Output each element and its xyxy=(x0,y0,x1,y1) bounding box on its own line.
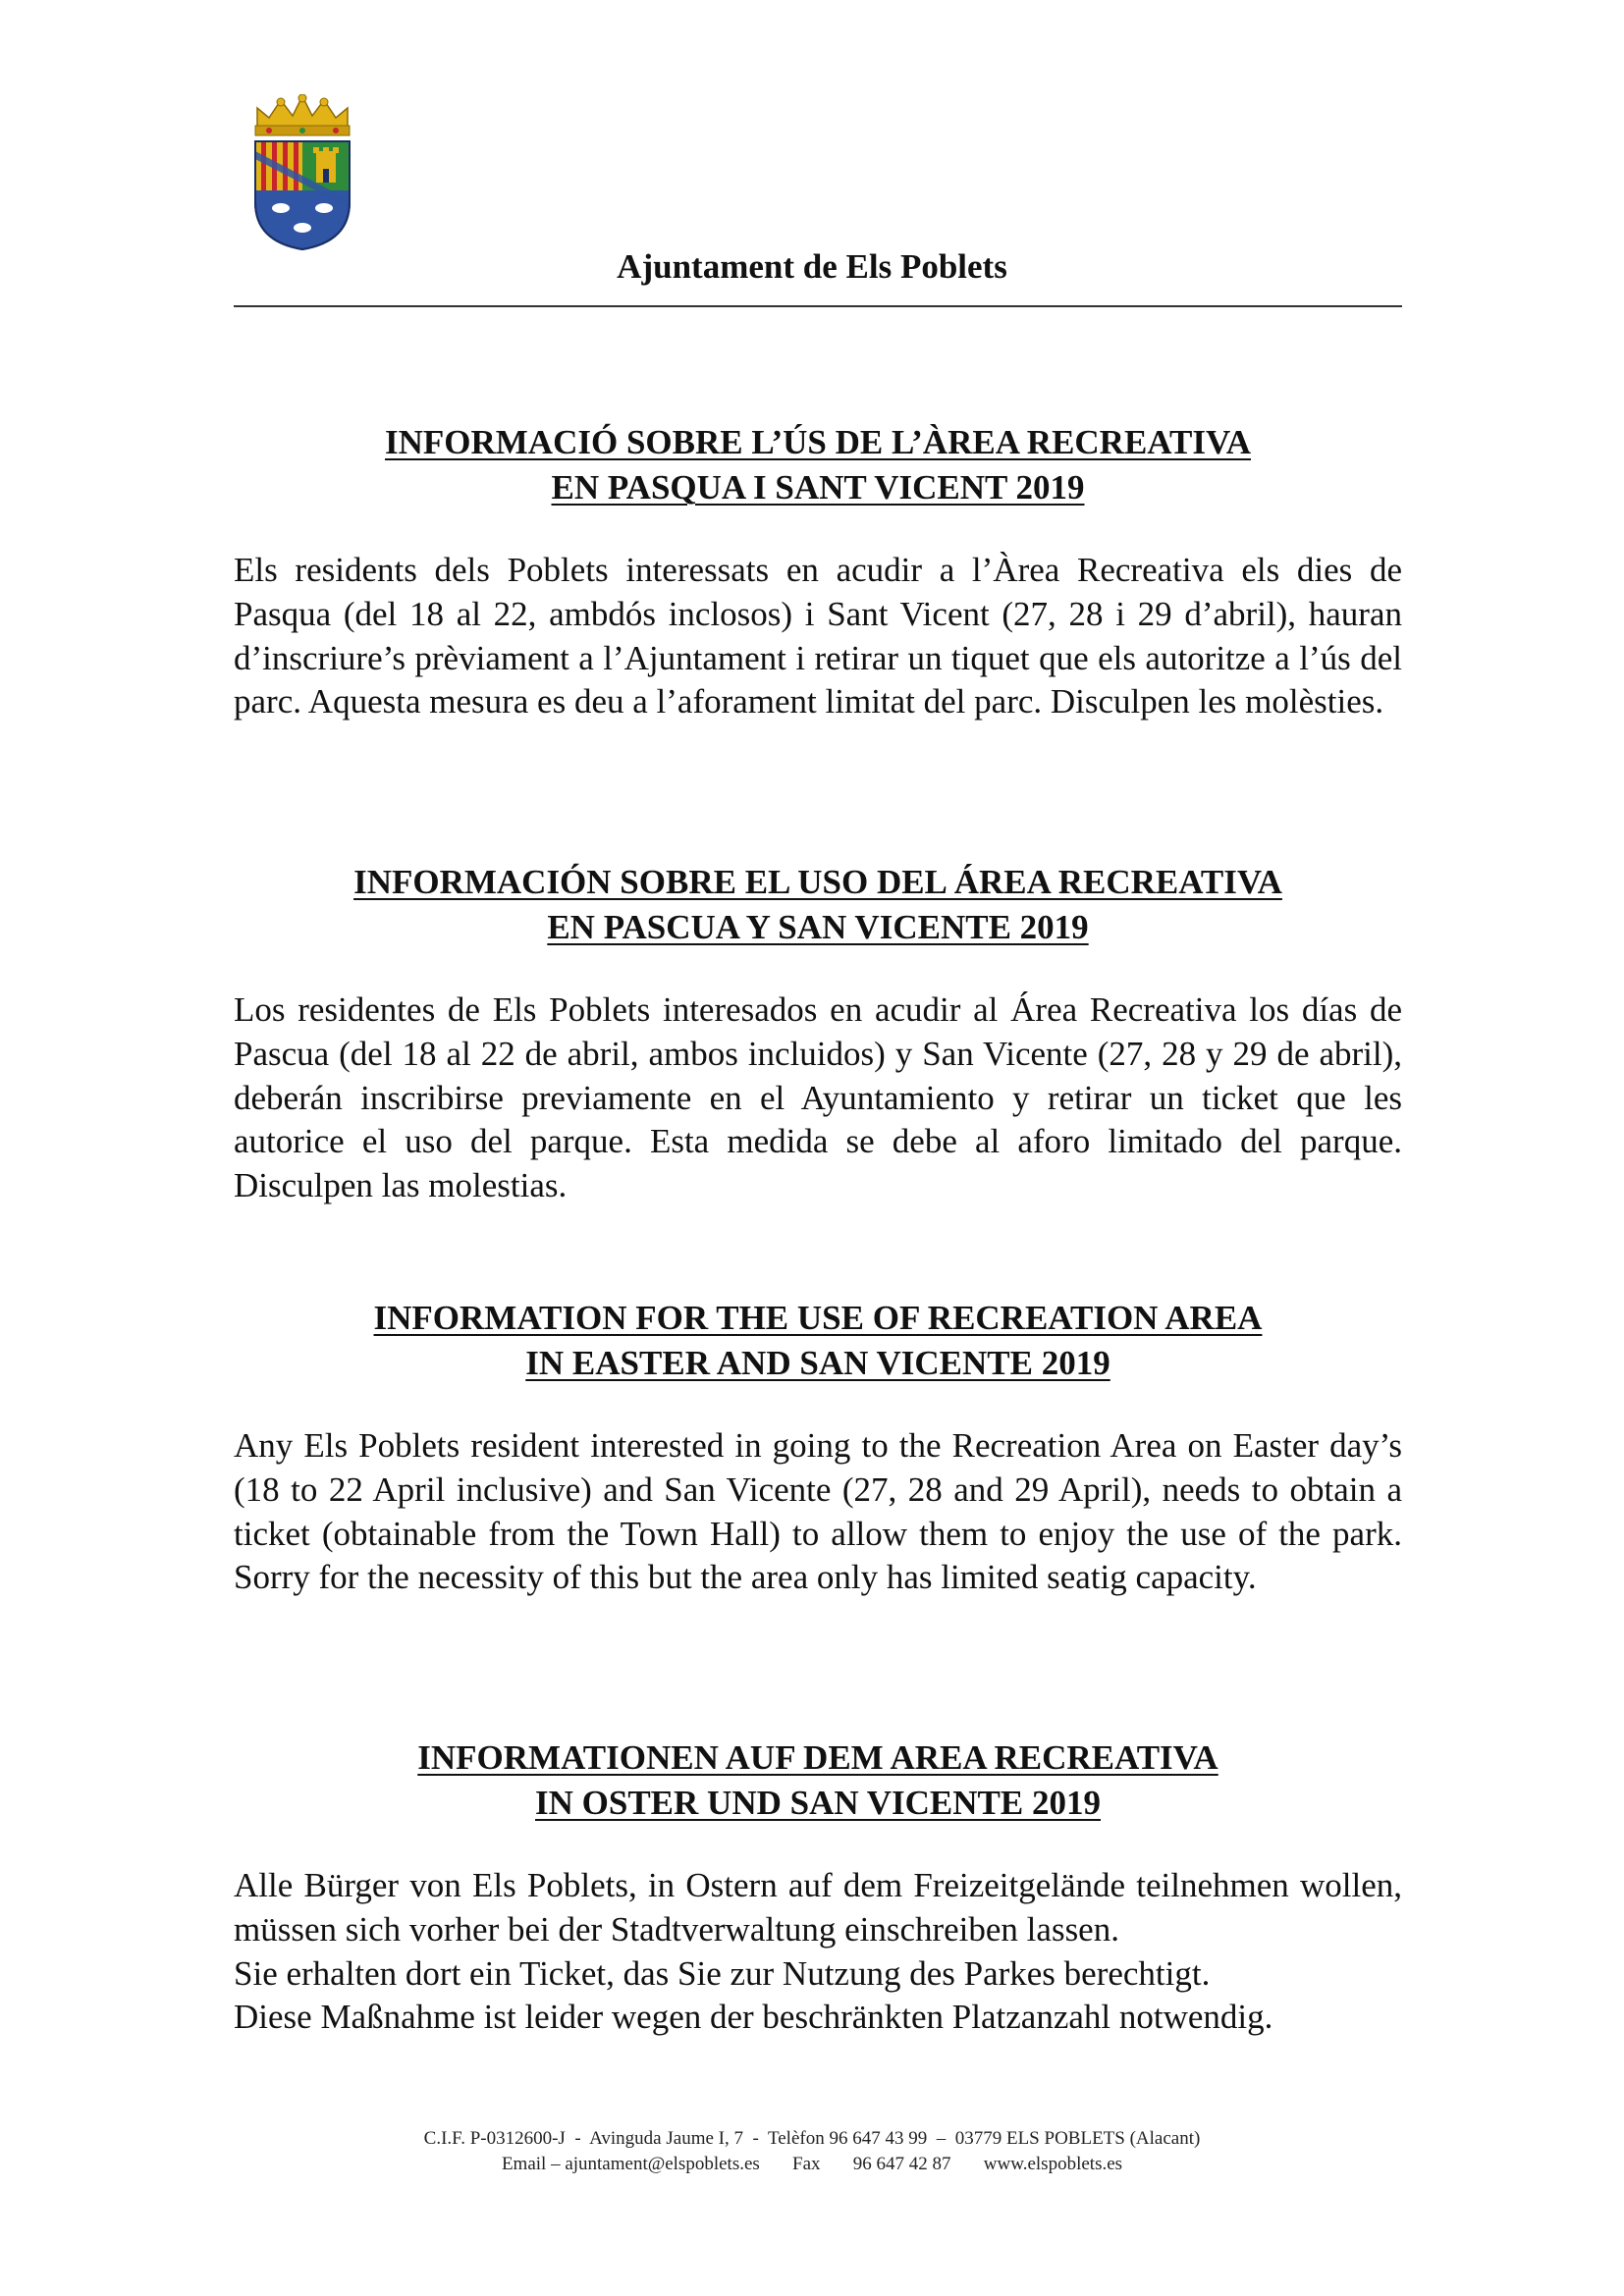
section-body-line2: Sie erhalten dort ein Ticket, das Sie zur Nutzung des Parkes berechtigt. xyxy=(234,1953,1211,1993)
section-title-line1: INFORMATIONEN AUF DEM AREA RECREATIVA xyxy=(417,1738,1218,1777)
section-title xyxy=(234,1735,1402,1826)
section-title-line2: IN OSTER UND SAN VICENTE 2019 xyxy=(535,1784,1101,1822)
footer-address-line: C.I.F. P-0312600-J - Avinguda Jaume I, 7 - Telèfon 96 647 43 99 – 03779 ELS POBLETS (Alacant) xyxy=(423,2128,1201,2149)
section-title-line2: IN EASTER AND SAN VICENTE 2019 xyxy=(525,1344,1110,1382)
footer xyxy=(0,2126,1624,2177)
section-german xyxy=(234,1735,1402,2040)
section-title xyxy=(234,860,1402,950)
section-valencian xyxy=(234,420,1402,724)
section-body: Any Els Poblets resident interested in going to the Recreation Area on Easter day’s (18 to 22 April inclusive) and San Vicente (27, 28 and 29 April), needs to obtain a ticket (obtainable from the Town Hall) to allow them to enjoy the use of the park. Sorry for the necessity of this but the area only has limited seatig capacity. xyxy=(234,1426,1402,1597)
section-body: Los residentes de Els Poblets interesados en acudir al Área Recreativa los días de Pascua (del 18 al 22 de abril, ambos incluidos) y San Vicente (27, 28 y 29 de abril), deberán inscribirse previamente en el Ayuntamiento y retirar un ticket que les autorice el uso del parque. Esta medida se debe al aforo limitado del parque. Disculpen las molestias. xyxy=(234,990,1402,1205)
section-title-line1: INFORMATION FOR THE USE OF RECREATION AREA xyxy=(373,1299,1263,1337)
section-title-line2: EN PASCUA Y SAN VICENTE 2019 xyxy=(547,908,1089,946)
section-title xyxy=(234,1296,1402,1386)
section-body-line1: Alle Bürger von Els Poblets, in Ostern auf dem Freizeitgelände teilnehmen wollen, müssen sich vorher bei der Stadtverwaltung einschreiben lassen. xyxy=(234,1866,1402,1949)
section-english xyxy=(234,1296,1402,1600)
header-title: Ajuntament de Els Poblets xyxy=(617,247,1007,286)
section-title-line2: EN PASQUA I SANT VICENT 2019 xyxy=(551,468,1085,507)
section-body-line3: Diese Maßnahme ist leider wegen der beschränkten Platzanzahl notwendig. xyxy=(234,1998,1273,2037)
section-spanish xyxy=(234,860,1402,1208)
section-title xyxy=(234,420,1402,510)
header-divider xyxy=(234,305,1402,307)
coat-of-arms-logo xyxy=(247,94,357,251)
footer-contact-line: Email – ajuntament@elspoblets.es Fax 96 647 42 87 www.elspoblets.es xyxy=(501,2154,1123,2174)
section-title-line1: INFORMACIÓ SOBRE L’ÚS DE L’ÀREA RECREATIVA xyxy=(385,423,1251,461)
section-body: Els residents dels Poblets interessats en acudir a l’Àrea Recreativa els dies de Pasqua (del 18 al 22, ambdós inclosos) i Sant Vicent (27, 28 i 29 d’abril), hauran d’inscriure’s prèviament a l’Ajuntament i retirar un tiquet que els autoritze a l’ús del parc. Aquesta mesura es deu a l’aforament limitat del parc. Disculpen les molèsties. xyxy=(234,551,1402,721)
section-title-line1: INFORMACIÓN SOBRE EL USO DEL ÁREA RECREATIVA xyxy=(353,863,1282,901)
